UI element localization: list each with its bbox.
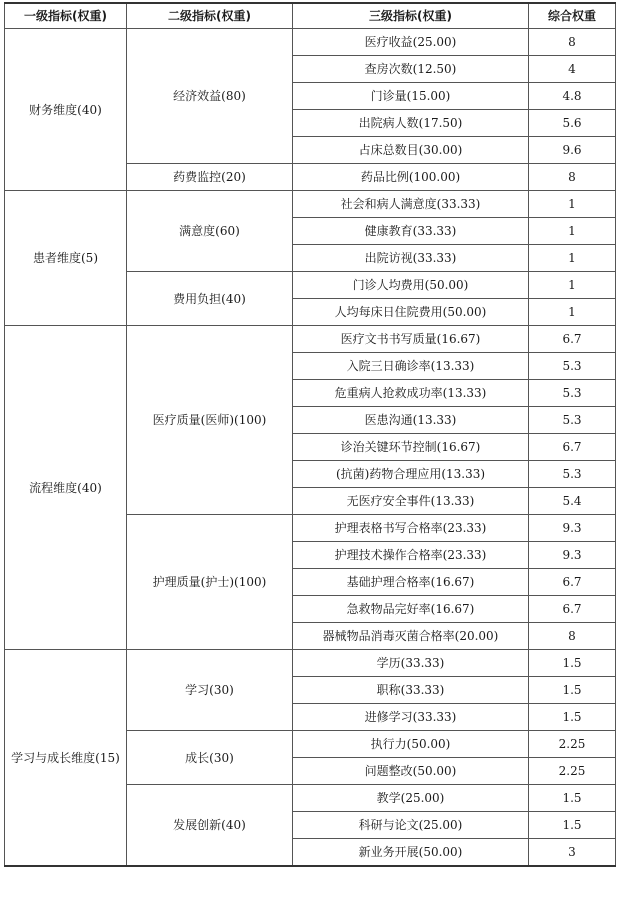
level3-cell: 问题整改(50.00) (293, 758, 529, 785)
level3-cell: 护理表格书写合格率(23.33) (293, 515, 529, 542)
level3-cell: 急救物品完好率(16.67) (293, 596, 529, 623)
table-body (5, 29, 616, 867)
combined-weight-cell: 1 (529, 299, 616, 326)
level3-cell: 器械物品消毒灭菌合格率(20.00) (293, 623, 529, 650)
level2-cell: 满意度(60) (127, 191, 293, 272)
level3-cell: 新业务开展(50.00) (293, 839, 529, 867)
combined-weight-cell: 1 (529, 272, 616, 299)
level3-cell: 出院病人数(17.50) (293, 110, 529, 137)
combined-weight-cell: 1 (529, 218, 616, 245)
level3-cell: 人均每床日住院费用(50.00) (293, 299, 529, 326)
combined-weight-cell: 9.6 (529, 137, 616, 164)
level3-cell: 健康教育(33.33) (293, 218, 529, 245)
level3-cell: 门诊人均费用(50.00) (293, 272, 529, 299)
combined-weight-cell: 6.7 (529, 569, 616, 596)
level2-cell: 成长(30) (127, 731, 293, 785)
table-row (5, 326, 616, 353)
combined-weight-cell: 6.7 (529, 434, 616, 461)
combined-weight-cell: 8 (529, 623, 616, 650)
level3-cell: 入院三日确诊率(13.33) (293, 353, 529, 380)
combined-weight-cell: 1 (529, 191, 616, 218)
combined-weight-cell: 1.5 (529, 785, 616, 812)
combined-weight-cell: 5.3 (529, 407, 616, 434)
combined-weight-cell: 8 (529, 164, 616, 191)
level3-cell: 无医疗安全事件(13.33) (293, 488, 529, 515)
level1-cell: 学习与成长维度(15) (5, 650, 127, 867)
level3-cell: 社会和病人满意度(33.33) (293, 191, 529, 218)
level2-cell: 医疗质量(医师)(100) (127, 326, 293, 515)
level3-cell: 教学(25.00) (293, 785, 529, 812)
combined-weight-cell: 5.3 (529, 380, 616, 407)
level1-cell: 患者维度(5) (5, 191, 127, 326)
level3-cell: 诊治关键环节控制(16.67) (293, 434, 529, 461)
level3-cell: 医患沟通(13.33) (293, 407, 529, 434)
header-level2: 二级指标(权重) (127, 3, 293, 29)
combined-weight-cell: 9.3 (529, 542, 616, 569)
header-row (5, 3, 616, 29)
table-row (5, 650, 616, 677)
combined-weight-cell: 6.7 (529, 326, 616, 353)
combined-weight-cell: 1.5 (529, 812, 616, 839)
level3-cell: 门诊量(15.00) (293, 83, 529, 110)
level3-cell: 进修学习(33.33) (293, 704, 529, 731)
level3-cell: 占床总数目(30.00) (293, 137, 529, 164)
indicator-weight-table (4, 2, 616, 867)
combined-weight-cell: 1 (529, 245, 616, 272)
combined-weight-cell: 2.25 (529, 758, 616, 785)
level3-cell: 医疗收益(25.00) (293, 29, 529, 56)
combined-weight-cell: 8 (529, 29, 616, 56)
combined-weight-cell: 5.6 (529, 110, 616, 137)
combined-weight-cell: 6.7 (529, 596, 616, 623)
combined-weight-cell: 4.8 (529, 83, 616, 110)
combined-weight-cell: 5.3 (529, 461, 616, 488)
level2-cell: 费用负担(40) (127, 272, 293, 326)
combined-weight-cell: 1.5 (529, 704, 616, 731)
level3-cell: 执行力(50.00) (293, 731, 529, 758)
level2-cell: 经济效益(80) (127, 29, 293, 164)
level2-cell: 发展创新(40) (127, 785, 293, 867)
combined-weight-cell: 5.3 (529, 353, 616, 380)
header-level3: 三级指标(权重) (293, 3, 529, 29)
level1-cell: 流程维度(40) (5, 326, 127, 650)
level3-cell: 职称(33.33) (293, 677, 529, 704)
level3-cell: 出院访视(33.33) (293, 245, 529, 272)
combined-weight-cell: 1.5 (529, 677, 616, 704)
combined-weight-cell: 4 (529, 56, 616, 83)
combined-weight-cell: 9.3 (529, 515, 616, 542)
level3-cell: 科研与论文(25.00) (293, 812, 529, 839)
combined-weight-cell: 3 (529, 839, 616, 867)
level3-cell: 护理技术操作合格率(23.33) (293, 542, 529, 569)
level2-cell: 学习(30) (127, 650, 293, 731)
level1-cell: 财务维度(40) (5, 29, 127, 191)
header-combined-weight: 综合权重 (529, 3, 616, 29)
table-row (5, 29, 616, 56)
level3-cell: 危重病人抢救成功率(13.33) (293, 380, 529, 407)
level3-cell: 药品比例(100.00) (293, 164, 529, 191)
table-row (5, 191, 616, 218)
level3-cell: 基础护理合格率(16.67) (293, 569, 529, 596)
level3-cell: 查房次数(12.50) (293, 56, 529, 83)
header-level1: 一级指标(权重) (5, 3, 127, 29)
combined-weight-cell: 2.25 (529, 731, 616, 758)
level3-cell: 学历(33.33) (293, 650, 529, 677)
level2-cell: 护理质量(护士)(100) (127, 515, 293, 650)
combined-weight-cell: 1.5 (529, 650, 616, 677)
combined-weight-cell: 5.4 (529, 488, 616, 515)
level3-cell: 医疗文书书写质量(16.67) (293, 326, 529, 353)
level3-cell: (抗菌)药物合理应用(13.33) (293, 461, 529, 488)
level2-cell: 药费监控(20) (127, 164, 293, 191)
